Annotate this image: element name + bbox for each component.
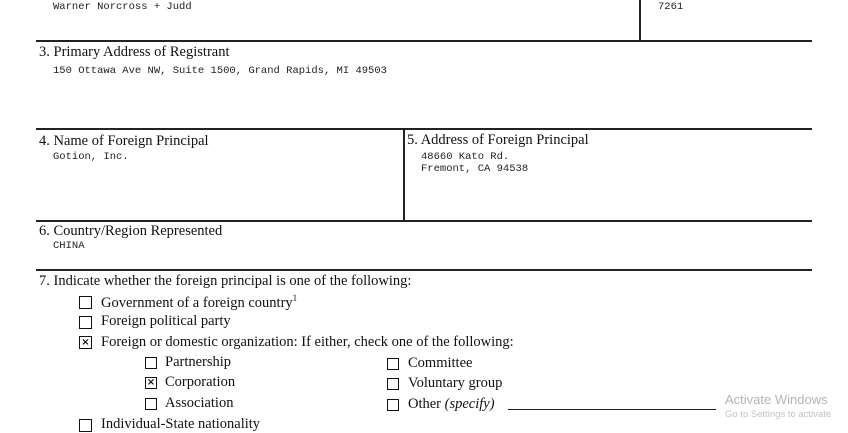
- foreign-principal-address-line1: 48660 Kato Rd.: [421, 151, 510, 163]
- checkbox-individual[interactable]: [79, 419, 92, 432]
- checkbox-organization[interactable]: ×: [79, 336, 92, 349]
- divider-6: [36, 269, 812, 271]
- divider-3: [36, 128, 812, 130]
- option-voluntary-group: Voluntary group: [408, 375, 503, 391]
- activation-watermark-title: Activate Windows: [725, 392, 828, 407]
- activation-watermark-subtitle: Go to Settings to activate: [725, 409, 832, 420]
- option-association: Association: [165, 395, 234, 411]
- checkbox-partnership[interactable]: [145, 357, 157, 369]
- checkbox-corporation[interactable]: ×: [146, 377, 156, 388]
- checkbox-other[interactable]: [387, 399, 399, 411]
- top-row-divider: [639, 0, 641, 40]
- foreign-principal-address-line2: Fremont, CA 94538: [421, 163, 529, 175]
- checkbox-association[interactable]: [145, 398, 157, 410]
- divider-4-5: [403, 128, 405, 221]
- option-other-label: Other: [408, 396, 442, 412]
- principal-type-question: 7. Indicate whether the foreign principal is one of the following:: [39, 273, 412, 289]
- option-committee: Committee: [408, 355, 473, 371]
- option-government-label: Government of a foreign country: [101, 294, 293, 311]
- checkbox-voluntary-group[interactable]: [387, 378, 399, 390]
- option-corporation: Corporation: [165, 374, 236, 390]
- checkbox-political-party[interactable]: [79, 316, 92, 329]
- foreign-principal-name-label: 4. Name of Foreign Principal: [39, 133, 209, 149]
- divider-5: [36, 220, 812, 222]
- option-other-specify: (specify): [444, 396, 495, 412]
- checkbox-government[interactable]: [79, 296, 92, 309]
- primary-address-value: 150 Ottawa Ave NW, Suite 1500, Grand Rapids, MI 49503: [53, 65, 387, 77]
- country-represented-label: 6. Country/Region Represented: [39, 223, 223, 239]
- option-organization: Foreign or domestic organization: If either, check one of the following:: [101, 334, 514, 350]
- foreign-principal-address-label: 5. Address of Foreign Principal: [407, 132, 589, 148]
- option-political-party: Foreign political party: [101, 313, 231, 329]
- registrant-name: Warner Norcross + Judd: [53, 1, 192, 13]
- foreign-principal-name-value: Gotion, Inc.: [53, 151, 129, 163]
- option-government: [101, 293, 297, 312]
- option-individual: Individual-State nationality: [101, 416, 261, 432]
- primary-address-label: 3. Primary Address of Registrant: [39, 44, 230, 60]
- option-other: [408, 396, 495, 413]
- footnote-marker: 1: [292, 293, 298, 303]
- checkbox-committee[interactable]: [387, 358, 399, 370]
- option-partnership: Partnership: [165, 354, 232, 370]
- country-represented-value: CHINA: [53, 240, 85, 252]
- other-specify-field[interactable]: [508, 409, 716, 410]
- divider-top: [36, 40, 812, 42]
- registration-number: 7261: [658, 1, 684, 13]
